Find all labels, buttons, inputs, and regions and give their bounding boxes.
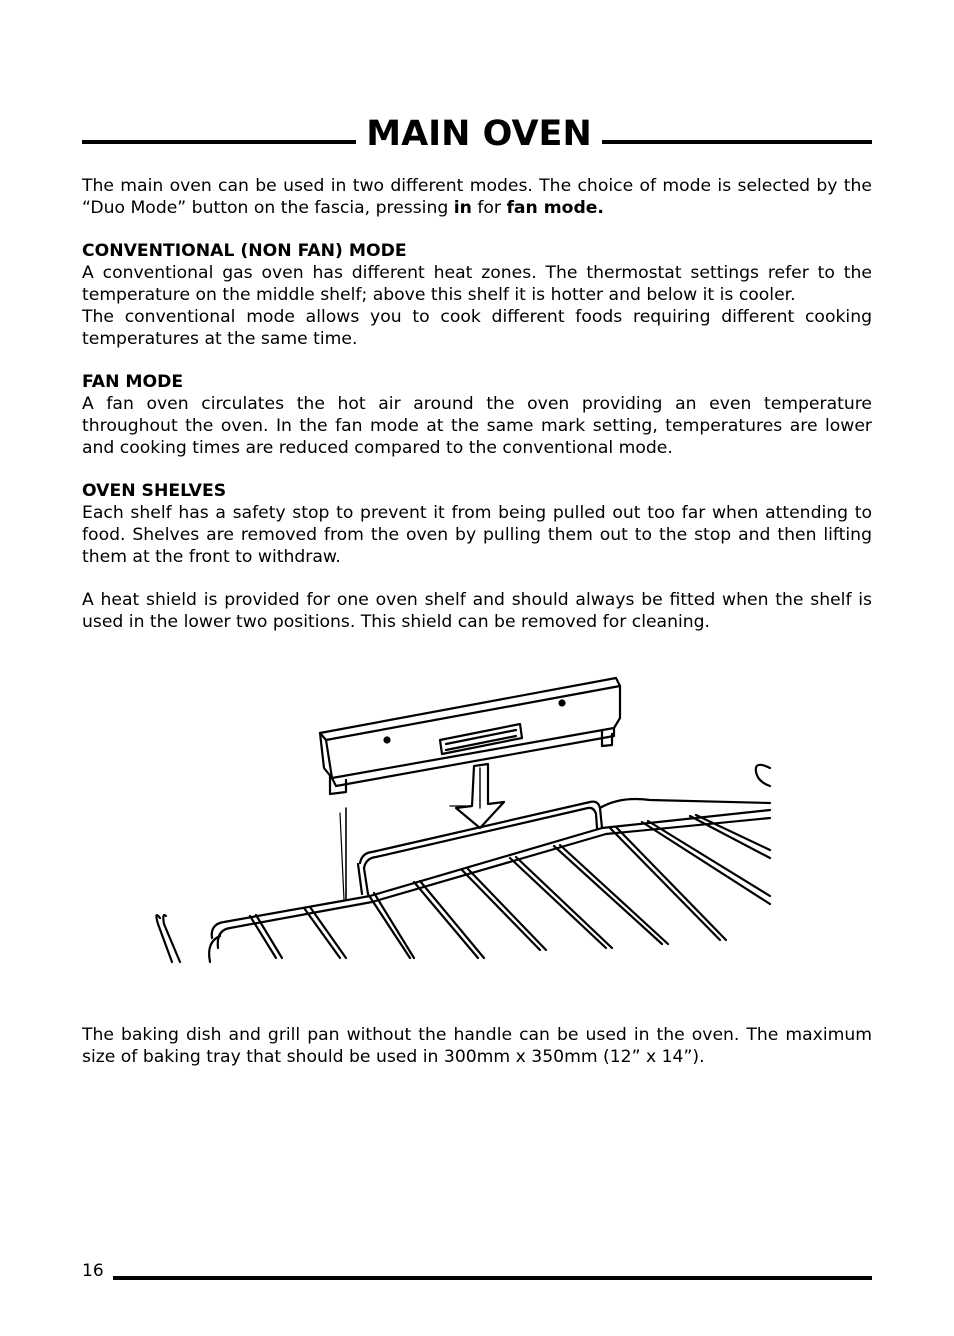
- down-arrow-icon: [456, 764, 504, 828]
- section-heading-conventional: CONVENTIONAL (NON FAN) MODE: [82, 241, 407, 262]
- section-paragraph: A fan oven circulates the hot air around the oven providing an even temperature throughout the oven. In the fan mode at the same mark setting, temperatures are lower and cooking times are reduced compared to the conventional mode.: [82, 393, 872, 458]
- heat-shield-and-shelf-illustration: [150, 668, 774, 968]
- section-paragraph: The conventional mode allows you to cook different foods requiring different cooking temperatures at the same time.: [82, 306, 872, 349]
- intro-paragraph: [82, 176, 872, 220]
- oven-shelf-icon: [156, 765, 770, 962]
- section-heading-oven-shelves: OVEN SHELVES: [82, 481, 227, 502]
- section-paragraph: Each shelf has a safety stop to prevent it from being pulled out too far when attending to food. Shelves are removed from the oven by pulling them out to the stop and then lifting them at the front to withdraw.: [82, 502, 872, 567]
- heat-shield-paragraph: A heat shield is provided for one oven shelf and should always be fitted when the shelf is used in the lower two positions. This shield can be removed for cleaning.: [82, 590, 872, 632]
- main-body: [82, 176, 872, 634]
- footer-paragraph: The baking dish and grill pan without the handle can be used in the oven. The maximum size of baking tray that should be used in 300mm x 350mm (12” x 14”).: [82, 1025, 872, 1067]
- title-row: [82, 112, 872, 156]
- intro-text-b: for: [471, 197, 507, 218]
- footer-rule: [113, 1276, 872, 1280]
- intro-bold-in: in: [453, 197, 472, 218]
- page-title: MAIN OVEN: [366, 114, 592, 154]
- footer-note: [82, 1025, 872, 1069]
- intro-bold-fan: fan mode.: [506, 197, 604, 218]
- page-number: 16: [82, 1261, 104, 1281]
- heat-shield-icon: [320, 678, 620, 794]
- title-rule-right: [602, 140, 872, 144]
- intro-text-a: The main oven can be used in two different modes. The choice of mode is selected by the “Duo Mode” button on the fascia, pressing: [82, 176, 872, 218]
- title-rule-left: [82, 140, 356, 144]
- section-heading-fan-mode: FAN MODE: [82, 372, 184, 393]
- section-paragraph: A conventional gas oven has different heat zones. The thermostat settings refer to the temperature on the middle shelf; above this shelf it is hotter and below it is cooler.: [82, 263, 872, 305]
